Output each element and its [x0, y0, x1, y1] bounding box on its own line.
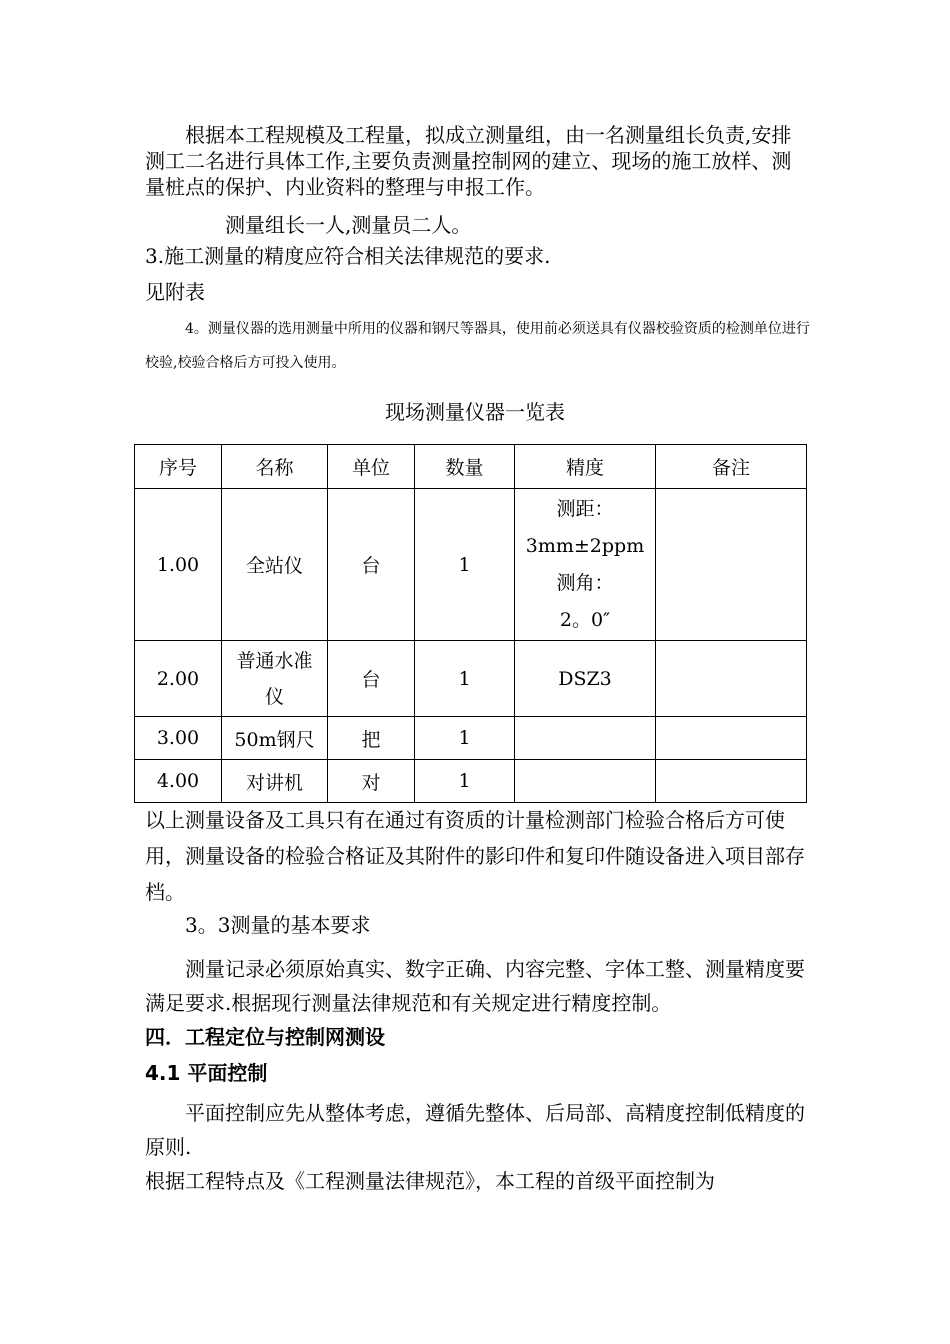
cell-no: 3.00 [135, 717, 222, 760]
paragraph-instruments: 4。测量仪器的选用测量中所用的仪器和钢尺等器具，使用前必须送具有仪器校验资质的检测单位进行校验,校验合格后方可投入使用。 [145, 321, 810, 371]
table-title: 现场测量仪器一览表 [385, 400, 565, 424]
header-no: 序号 [135, 445, 222, 489]
cell-note [656, 760, 807, 803]
table-row [135, 717, 807, 760]
paragraph-team: 根据本工程规模及工程量，拟成立测量组，由一名测量组长负责,安排测工二名进行具体工作,主要负责测量控制网的建立、现场的施工放样、测量桩点的保护、内业资料的整理与申报工作。 [145, 123, 792, 199]
paragraph-see-attached: 见附表 [145, 280, 205, 304]
cell-name: 全站仪 [222, 489, 328, 641]
instrument-table [134, 444, 807, 803]
table-row [135, 760, 807, 803]
header-qty: 数量 [415, 445, 515, 489]
paragraph-plane-control: 平面控制应先从整体考虑，遵循先整体、后局部、高精度控制低精度的原则. [145, 1101, 805, 1159]
cell-name: 普通水准仪 [222, 641, 328, 717]
cell-name: 50m钢尺 [222, 717, 328, 760]
table-row [135, 641, 807, 717]
subsection-heading: 4.1 平面控制 [145, 1061, 268, 1085]
cell-name: 对讲机 [222, 760, 328, 803]
cell-qty: 1 [415, 489, 515, 641]
paragraph-equipment-note: 以上测量设备及工具只有在通过有资质的计量检测部门检验合格后方可使用，测量设备的检验合格证及其附件的影印件和复印件随设备进入项目部存档。 [145, 808, 805, 904]
cell-note [656, 641, 807, 717]
precision-line: 2。0″ [559, 608, 611, 631]
cell-precision [515, 717, 656, 760]
cell-no: 1.00 [135, 489, 222, 641]
header-name: 名称 [222, 445, 328, 489]
cell-qty: 1 [415, 717, 515, 760]
section-heading: 四．工程定位与控制网测设 [145, 1025, 385, 1049]
cell-unit: 台 [328, 489, 415, 641]
paragraph-precision-req: 3.施工测量的精度应符合相关法律规范的要求. [145, 244, 551, 268]
cell-no: 2.00 [135, 641, 222, 717]
table-header-row [135, 445, 807, 489]
precision-line: 测角： [556, 571, 614, 594]
precision-line: 测距： [556, 497, 614, 520]
paragraph-record-requirements: 测量记录必须原始真实、数字正确、内容完整、字体工整、测量精度要满足要求.根据现行测量法律规范和有关规定进行精度控制。 [145, 957, 805, 1015]
table-row [135, 489, 807, 641]
header-unit: 单位 [328, 445, 415, 489]
cell-unit: 对 [328, 760, 415, 803]
cell-note [656, 717, 807, 760]
cell-qty: 1 [415, 760, 515, 803]
cell-qty: 1 [415, 641, 515, 717]
cell-note [656, 489, 807, 641]
precision-line: 3mm±2ppm [525, 534, 645, 557]
paragraph-first-level-control: 根据工程特点及《工程测量法律规范》，本工程的首级平面控制为 [145, 1169, 715, 1193]
cell-precision [515, 760, 656, 803]
cell-unit: 把 [328, 717, 415, 760]
paragraph-staff: 测量组长一人,测量员二人。 [225, 213, 472, 237]
cell-precision: DSZ3 [515, 641, 656, 717]
header-note: 备注 [656, 445, 807, 489]
cell-precision [515, 489, 656, 641]
header-precision: 精度 [515, 445, 656, 489]
cell-unit: 台 [328, 641, 415, 717]
subheading-basic-requirements: 3。3测量的基本要求 [185, 913, 371, 937]
cell-no: 4.00 [135, 760, 222, 803]
